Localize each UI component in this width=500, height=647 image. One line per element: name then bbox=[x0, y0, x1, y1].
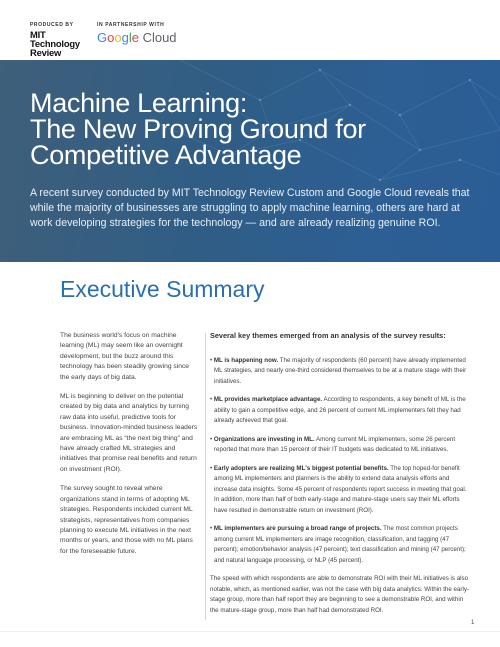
theme-text: According to respondents, a key benefit of ML is the ability to gain a competitive edge, and 26 percent of current ML implementers felt they had already achieved that goal. bbox=[214, 396, 466, 424]
report-title bbox=[30, 90, 490, 168]
mit-logo-line: MIT bbox=[30, 29, 46, 40]
theme-text: The top hoped-for benefit among ML implementers and planners is the ability to extend data analysis efforts and increase data insights. Some 45 percent of respondents report success in meeting that goal. In addition, more than half of both early-stage and mature-stage users say their ML efforts have resulted in demonstrable return on investment (ROI). bbox=[214, 464, 467, 514]
logo-word: Cloud bbox=[138, 30, 177, 45]
logo-letter: e bbox=[131, 30, 139, 45]
themes-heading: Several key themes emerged from an analysis of the survey results: bbox=[210, 331, 446, 340]
theme-text: The majority of respondents (60 percent) have already implemented ML strategies, and nearly one-third considered themselves to be at a mature stage with their initiatives. bbox=[214, 356, 467, 385]
mit-technology-review-logo bbox=[30, 30, 80, 57]
theme-text: The most common projects among current ML implementers are image recognition, classification, and tagging (47 percent); emotion/behavior analysis (47 percent); text classification and mining (47 percent); and natural language processing, or NLP (45 percent). bbox=[214, 525, 466, 564]
title-line: The New Proving Ground for bbox=[30, 114, 366, 144]
theme-lead: ML is happening now. bbox=[213, 356, 279, 364]
logo-letter: l bbox=[128, 30, 132, 45]
summary-left-column bbox=[60, 331, 200, 566]
logo-letter: g bbox=[121, 30, 129, 45]
theme-item: • ML is happening now. The majority of respondents (60 percent) have already implemented ML strategies, and nearly one-third considered themselves to be at a mature stage with their initiatives. bbox=[210, 356, 467, 385]
theme-item: • ML provides marketplace advantage. According to respondents, a key benefit of ML is the ability to gain a competitive edge, and 26 percent of current ML implementers felt they had already achieved that goal. bbox=[210, 396, 466, 424]
theme-item: • Organizations are investing in ML. Among current ML implementers, some 26 percent reported that more than 15 percent of their IT budgets was dedicated to ML initiatives. bbox=[210, 435, 456, 453]
page-header bbox=[0, 0, 500, 60]
partnership-label: IN PARTNERSHIP WITH bbox=[97, 22, 165, 28]
theme-lead: ML provides marketplace advantage. bbox=[213, 396, 323, 403]
theme-lead: Early adopters are realizing ML's biggest potential benefits. bbox=[213, 464, 389, 472]
summary-paragraph: The business world's focus on machine learning (ML) may seem like an overnight development, but the buzz around this technology has been steadily growing since the early days of big data. bbox=[60, 332, 190, 381]
logo-letter: o bbox=[107, 30, 115, 45]
theme-text: Among current ML implementers, some 26 percent reported that more than 15 percent of their IT budgets was dedicated to ML initiatives. bbox=[214, 435, 456, 453]
produced-by-label: PRODUCED BY bbox=[30, 22, 74, 28]
google-cloud-logo bbox=[97, 30, 177, 45]
column-divider bbox=[205, 333, 206, 620]
logo-letter: G bbox=[97, 30, 108, 45]
report-lede: A recent survey conducted by MIT Technology Review Custom and Google Cloud reveals that while the majority of businesses are struggling to apply machine learning, others are hard at work developing strategies for the technology — and are already realizing genuine ROI. bbox=[30, 187, 470, 229]
theme-lead: Organizations are investing in ML. bbox=[213, 435, 315, 443]
title-line: Machine Learning: bbox=[30, 88, 248, 118]
summary-paragraph: The survey sought to reveal where organizations stand in terms of adopting ML strategies. Respondents included current ML strategists, representatives from companies planning to execute ML initiatives in the next months or years, and those with no ML plans for the foreseeable future. bbox=[60, 485, 193, 555]
theme-item: • ML implementers are pursuing a broad range of projects. The most common projects among current ML implementers are image recognition, classification, and tagging (47 percent); emotion/behavior analysis (47 percent); text classification and mining (47 percent); and natural language processing, or NLP (45 percent). bbox=[210, 525, 466, 564]
mit-logo-line: Technology bbox=[30, 38, 80, 49]
theme-lead: ML implementers are pursuing a broad range of projects. bbox=[213, 525, 382, 532]
title-line: Competitive Advantage bbox=[30, 140, 302, 170]
mit-logo-line: Review bbox=[30, 47, 62, 58]
theme-item: • Early adopters are realizing ML's biggest potential benefits. The top hoped-for benefit among ML implementers and planners is the ability to extend data analysis efforts and increase data insights. Some 45 percent of respondents report success in meeting that goal. In addition, more than half of both early-stage and mature-stage users say their ML efforts have resulted in demonstrable return on investment (ROI). bbox=[210, 464, 467, 514]
footer-rule bbox=[0, 631, 500, 632]
closing-paragraph: The speed with which respondents are able to demonstrate ROI with their ML initiatives is also notable, which, as mentioned earlier, was not the case with big data analytics. Within the early-stage group, more than half report they are beginning to see a demonstrable ROI, and within the mature-stage group, more than half had demonstrated ROI. bbox=[210, 575, 469, 614]
page-number: 1 bbox=[471, 620, 475, 626]
summary-right-column bbox=[210, 331, 472, 616]
summary-paragraph: ML is beginning to deliver on the potential created by big data and analytics by turning raw data into useful, predictive tools for business. Innovation-minded business leaders are embracing ML as “the next big thing” and have already crafted ML strategies and initiatives that promise real benefits and return on investment (ROI). bbox=[60, 393, 198, 473]
executive-summary-heading: Executive Summary bbox=[60, 276, 265, 302]
logo-letter: o bbox=[114, 30, 122, 45]
